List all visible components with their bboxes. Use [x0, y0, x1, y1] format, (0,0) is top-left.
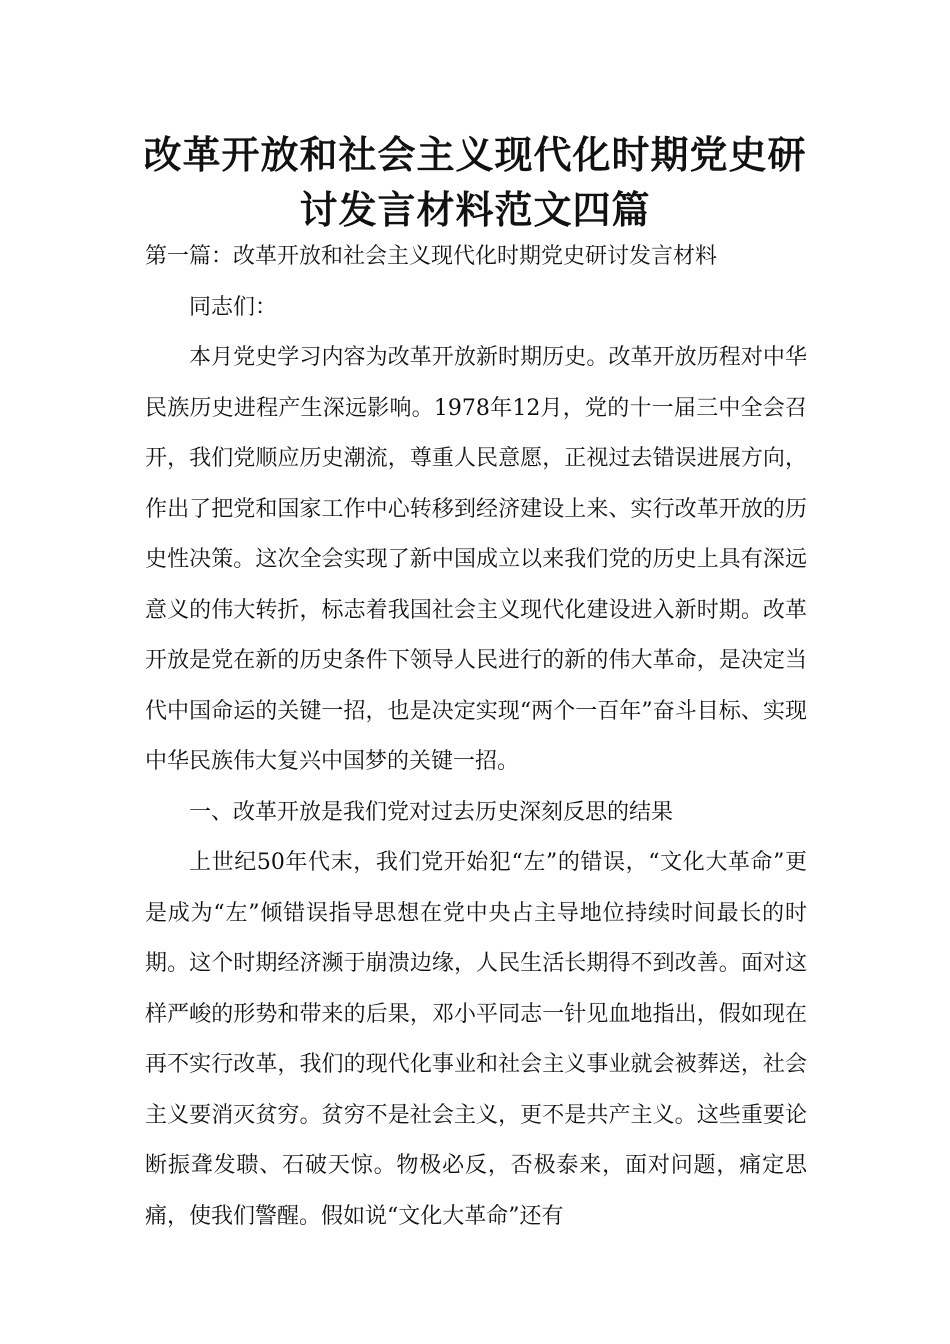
paragraph: 上世纪50年代末，我们党开始犯“左”的错误，“文化大革命”更是成为“左”倾错误指导思想在党中央占主导地位持续时间最长的时期。这个时期经济濒于崩溃边缘，人民生活长期得不到改善。面对这样严峻的形势和带来的后果，邓小平同志一针见血地指出，假如现在再不实行改革，我们的现代化事业和社会主义事业就会被葬送，社会主义要消灭贫穷。贫穷不是社会主义，更不是共产主义。这些重要论断振聋发聩、石破天惊。物极必反，否极泰来，面对问题，痛定思痛，使我们警醒。假如说“文化大革命”还有 — [145, 850, 807, 1229]
document-body — [145, 232, 807, 1242]
section-heading: 第一篇：改革开放和社会主义现代化时期党史研讨发言材料 — [145, 244, 718, 269]
paragraph: 本月党史学习内容为改革开放新时期历史。改革开放历程对中华民族历史进程产生深远影响。1978年12月，党的十一届三中全会召开，我们党顺应历史潮流，尊重人民意愿，正视过去错误进展方向，作出了把党和国家工作中心转移到经济建设上来、实行改革开放的历史性决策。这次全会实现了新中国成立以来我们党的历史上具有深远意义的伟大转折，标志着我国社会主义现代化建设进入新时期。改革开放是党在新的历史条件下领导人民进行的新的伟大革命，是决定当代中国命运的关键一招，也是决定实现“两个一百年”奋斗目标、实现中华民族伟大复兴中国梦的关键一招。 — [145, 345, 807, 774]
document-title: 改革开放和社会主义现代化时期党史研讨发言材料范文四篇 — [143, 133, 807, 232]
salutation: 同志们： — [189, 294, 278, 320]
subheading: 一、改革开放是我们党对过去历史深刻反思的结果 — [189, 799, 674, 825]
